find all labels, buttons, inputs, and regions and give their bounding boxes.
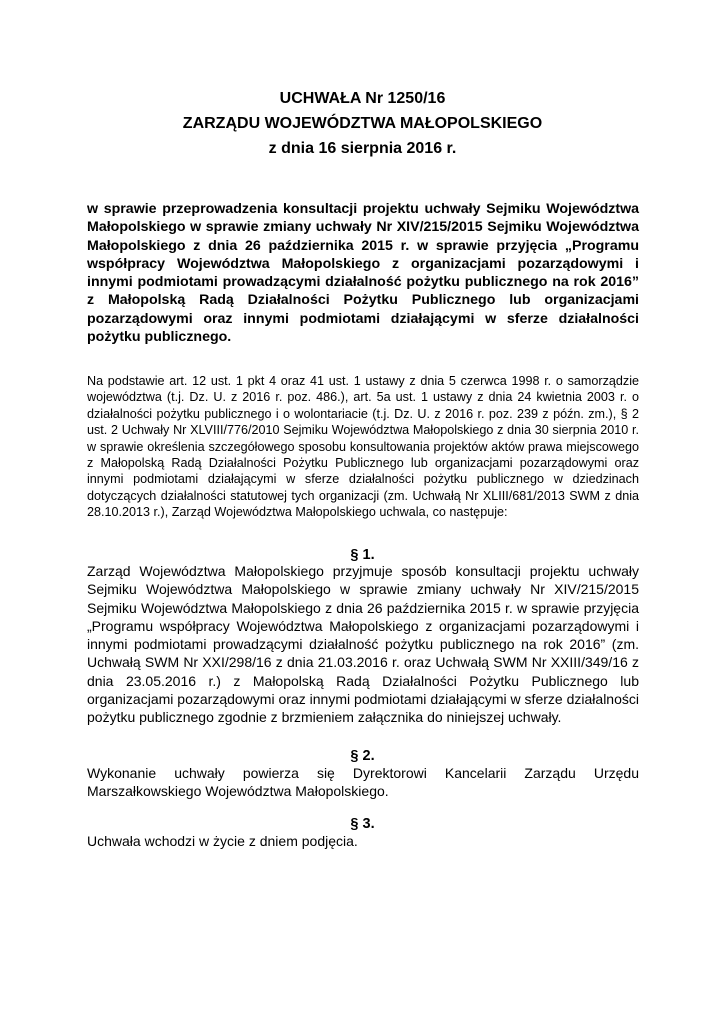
section-1-heading: § 1. <box>350 547 375 563</box>
section-3-text: Uchwała wchodzi w życie z dniem podjęcia. <box>87 833 358 849</box>
resolution-number: UCHWAŁA Nr 1250/16 <box>279 90 446 107</box>
issuing-body: ZARZĄDU WOJEWÓDZTWA MAŁOPOLSKIEGO <box>182 115 543 132</box>
legal-basis: Na podstawie art. 12 ust. 1 pkt 4 oraz 41 ust. 1 ustawy z dnia 5 czerwca 1998 r. o samorządzie województwa (t.j. Dz. U. z 2016 r. poz. 486.), art. 5a ust. 1 ustawy z dnia 24 kwietnia 2003 r. o działalności pożytku publicznego i o wolontariacie (t.j. Dz. U. z 2016 r. poz. 239 z późn. zm.), § 2 ust. 2 Uchwały Nr XLVIII/776/2010 Sejmiku Województwa Małopolskiego z dnia 30 sierpnia 2010 r. w sprawie określenia szczegółowego sposobu konsultowania projektów aktów prawa miejscowego z Małopolską Radą Działalności Pożytku Publicznego lub organizacjami pozarządowymi oraz innymi podmiotami działającymi w sferze działalności pożytku publicznego w dziedzinach dotyczących działalności statutowej tych organizacji (zm. Uchwałą Nr XLIII/681/2013 SWM z dnia 28.10.2013 r.), Zarząd Województwa Małopolskiego uchwala, co następuje: <box>87 374 639 520</box>
section-2-text: Wykonanie uchwały powierza się Dyrektorowi Kancelarii Zarządu Urzędu Marszałkowskiego Województwa Małopolskiego. <box>87 765 639 800</box>
resolution-date: z dnia 16 sierpnia 2016 r. <box>268 140 457 157</box>
section-3-heading: § 3. <box>350 816 375 832</box>
section-2-heading: § 2. <box>350 748 375 764</box>
resolution-subject: w sprawie przeprowadzenia konsultacji projektu uchwały Sejmiku Województwa Małopolskiego w sprawie zmiany uchwały Nr XIV/215/2015 Sejmiku Województwa Małopolskiego z dnia 26 października 2015 r. w sprawie przyjęcia „Programu współpracy Województwa Małopolskiego z organizacjami pozarządowymi i innymi podmiotami prowadzącymi działalność pożytku publicznego na rok 2016” z Małopolską Radą Działalności Pożytku Publicznego lub organizacjami pozarządowymi oraz innymi podmiotami działającymi w sferze działalności pożytku publicznego. <box>87 201 639 346</box>
section-1-text: Zarząd Województwa Małopolskiego przyjmuje sposób konsultacji projektu uchwały Sejmiku Województwa Małopolskiego w sprawie zmiany uchwały Nr XIV/215/2015 Sejmiku Województwa Małopolskiego z dnia 26 października 2015 r. w sprawie przyjęcia „Programu współpracy Województwa Małopolskiego z organizacjami pozarządowymi i innymi podmiotami prowadzącymi działalność pożytku publicznego na rok 2016” (zm. Uchwałą SWM Nr XXI/298/16 z dnia 21.03.2016 r. oraz Uchwałą SWM Nr XXIII/349/16 z dnia 23.05.2016 r.) z Małopolską Radą Działalności Pożytku Publicznego lub organizacjami pozarządowymi oraz innymi podmiotami działającymi w sferze działalności pożytku publicznego zgodnie z brzmieniem załącznika do niniejszej uchwały. <box>87 563 639 726</box>
resolution-title <box>0 86 725 161</box>
